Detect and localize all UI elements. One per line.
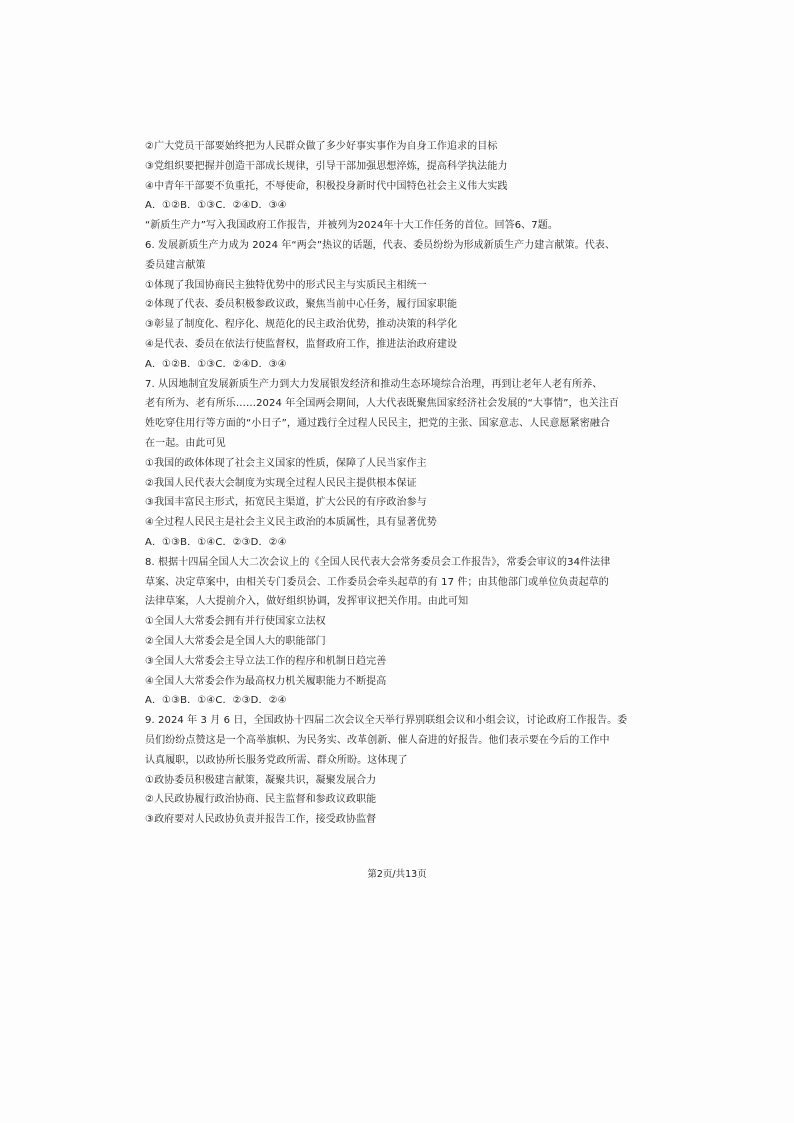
- text-line: ③全国人大常委会主导立法工作的程序和机制日趋完善: [145, 655, 387, 667]
- text-line: ②人民政协履行政治协商、民主监督和参政议政职能: [145, 794, 377, 806]
- text-line: A．①②B．①③C．②④D．③④: [145, 200, 287, 212]
- text-line: 姓吃穿住用行等方面的“小日子”，通过践行全过程人民民主，把党的主张、国家意志、人民意愿紧密融合: [145, 418, 611, 430]
- text-line: 6. 发展新质生产力成为 2024 年“两会”热议的话题，代表、委员纷纷为形成新质生产力建言献策。代表、: [145, 239, 616, 251]
- page-number: 第2页/共13页: [367, 869, 427, 880]
- text-line: ④全国人大常委会作为最高权力机关履职能力不断提高: [145, 675, 387, 687]
- text-line: ②全国人大常委会是全国人大的职能部门: [145, 635, 326, 647]
- text-line: ④是代表、委员在依法行使监督权，监督政府工作，推进法治政府建设: [145, 338, 458, 350]
- text-line: 9. 2024 年 3 月 6 日，全国政协十四届二次会议全天举行界别联组会议和小组会议，讨论政府工作报告。委: [145, 715, 628, 727]
- text-line: ②体现了代表、委员积极参政议政，聚焦当前中心任务，履行国家职能: [145, 299, 458, 311]
- document-body: [145, 137, 645, 830]
- text-line: ②广大党员干部要始终把为人民群众做了多少好事实事作为自身工作追求的目标: [145, 141, 498, 152]
- text-line: 委员建言献策: [145, 259, 206, 271]
- text-line: ②我国人民代表大会制度为实现全过程人民民主提供根本保证: [145, 477, 417, 489]
- text-line: ③政府要对人民政协负责并报告工作，接受政协监督: [145, 814, 377, 826]
- text-line: A．①③B．①④C．②③D．②④: [145, 695, 287, 707]
- text-line: 认真履职，以政协所长服务党政所需、群众所盼。这体现了: [145, 754, 408, 766]
- text-line: ①我国的政体体现了社会主义国家的性质，保障了人民当家作主: [145, 457, 427, 469]
- text-line: ④中青年干部要不负重托，不辱使命，积极投身新时代中国特色社会主义伟大实践: [145, 180, 508, 192]
- text-line: 8. 根据十四届全国人大二次会议上的《全国人民代表大会常务委员会工作报告》，常委会审议的34件法律: [145, 556, 611, 568]
- text-line: “新质生产力”写入我国政府工作报告，并被列为2024年十大工作任务的首位。回答6、7题。: [145, 220, 558, 232]
- text-line: A．①③B．①④C．②③D．②④: [145, 536, 287, 548]
- text-line: ①体现了我国协商民主独特优势中的形式民主与实质民主相统一: [145, 279, 427, 291]
- text-line: ①全国人大常委会拥有并行使国家立法权: [145, 616, 326, 628]
- text-line: 老有所为、老有所乐……2024 年全国两会期间，人大代表既聚焦国家经济社会发展的“大事情”，也关注百: [145, 398, 619, 410]
- text-line: A．①②B．①③C．②④D．③④: [145, 358, 287, 370]
- text-line: ③党组织要把握并创造干部成长规律，引导干部加强思想淬炼，提高科学执法能力: [145, 160, 508, 172]
- text-line: ④全过程人民民主是社会主义民主政治的本质属性，具有显著优势: [145, 517, 437, 529]
- text-line: 7. 从因地制宜发展新质生产力到大力发展银发经济和推动生态环境综合治理，再到让老年人老有所养、: [145, 378, 603, 390]
- text-line: 员们纷纷点赞这是一个高举旗帜、为民务实、改革创新、催人奋进的好报告。他们表示要在今后的工作中: [145, 734, 610, 746]
- text-line: ①政协委员积极建言献策，凝聚共识，凝聚发展合力: [145, 774, 377, 786]
- text-line: ③彰显了制度化、程序化、规范化的民主政治优势，推动决策的科学化: [145, 319, 458, 331]
- text-line: ③我国丰富民主形式，拓宽民主渠道，扩大公民的有序政治参与: [145, 497, 427, 509]
- text-line: 草案、决定草案中，由相关专门委员会、工作委员会牵头起草的有 17 件；由其他部门或单位负责起草的: [145, 576, 609, 588]
- text-line: 在一起。由此可见: [145, 437, 226, 449]
- text-line: 法律草案，人大提前介入，做好组织协调，发挥审议把关作用。由此可知: [145, 596, 469, 608]
